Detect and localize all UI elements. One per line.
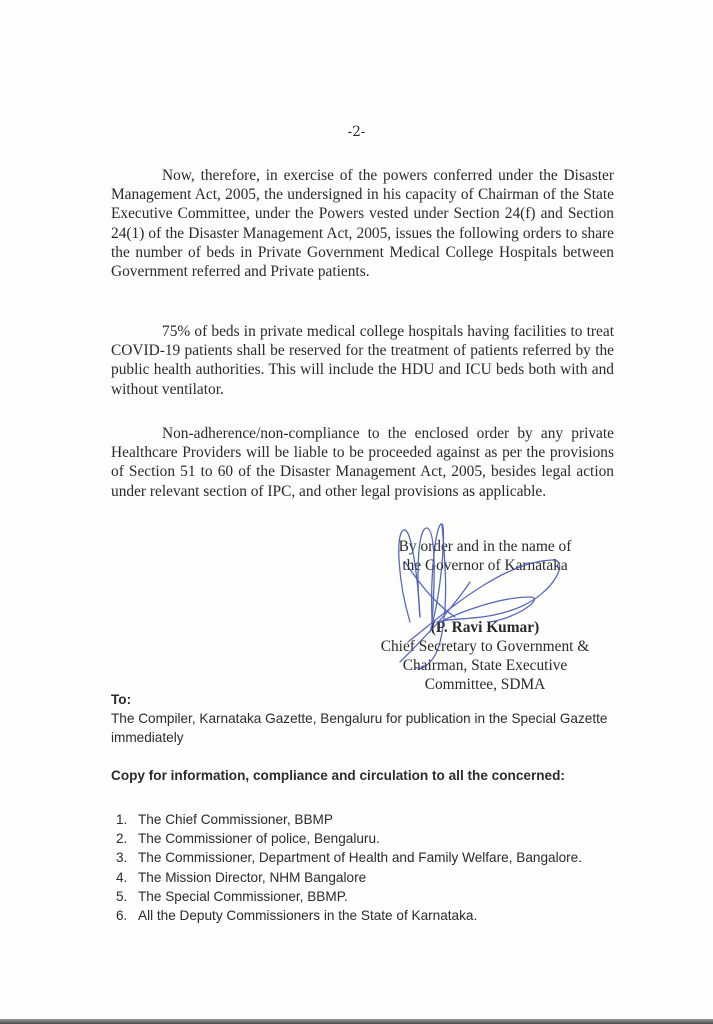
paragraph-exercise-of-powers [111, 166, 614, 281]
list-item: 2. The Commissioner of police, Bengaluru. [116, 831, 380, 847]
order-line-2: the Governor of Karnataka [402, 557, 568, 574]
copy-heading: Copy for information, compliance and circulation to all the concerned: [111, 768, 565, 783]
designation-line-2: Chairman, State Executive [402, 657, 568, 674]
designation-line-3: Committee, SDMA [424, 676, 546, 693]
signature-block [340, 537, 630, 694]
list-item: 3. The Commissioner, Department of Health and Family Welfare, Bangalore. [116, 850, 583, 866]
paragraph-text: 75% of beds in private medical college hospitals having facilities to treat COVID-19 patients shall be reserved for the treatment of patients referred by the public health authorities. This will include the HDU and ICU beds both with and without ventilator. [111, 323, 614, 398]
list-item: 4. The Mission Director, NHM Bangalore [116, 869, 367, 885]
designation-line-1: Chief Secretary to Government & [380, 638, 590, 655]
order-line-1: By order and in the name of [398, 538, 572, 555]
paragraph-text: Non-adherence/non-compliance to the enclosed order by any private Healthcare Providers will be liable to be proceeded against as per the provisions of Section 51 to 60 of the Disaster Management Act, 2005, besides legal action under relevant section of IPC, and other legal provisions as applicable. [111, 425, 614, 500]
to-label: To: [111, 692, 132, 707]
page-edge-shadow [0, 1019, 713, 1024]
paragraph-non-compliance [111, 424, 614, 501]
list-item: 6. All the Deputy Commissioners in the State of Karnataka. [116, 908, 478, 924]
list-item: 5. The Special Commissioner, BBMP. [116, 888, 348, 904]
copy-recipients-list [111, 810, 582, 925]
list-item: 1. The Chief Commissioner, BBMP [116, 812, 333, 827]
page-number: -2- [347, 124, 366, 140]
paragraph-bed-reservation [111, 322, 614, 399]
signatory-name: (P. Ravi Kumar) [430, 619, 540, 636]
paragraph-text: Now, therefore, in exercise of the powers conferred under the Disaster Management Act, 2005, the undersigned in his capacity of Chairman of the State Executive Committee, under the Powers vested under Section 24(f) and Section 24(1) of the Disaster Management Act, 2005, issues the following orders to share the number of beds in Private Government Medical College Hospitals between Government referred and Private patients. [111, 167, 614, 281]
to-recipient: The Compiler, Karnataka Gazette, Bengaluru for publication in the Special Gazette immediately [111, 711, 608, 745]
